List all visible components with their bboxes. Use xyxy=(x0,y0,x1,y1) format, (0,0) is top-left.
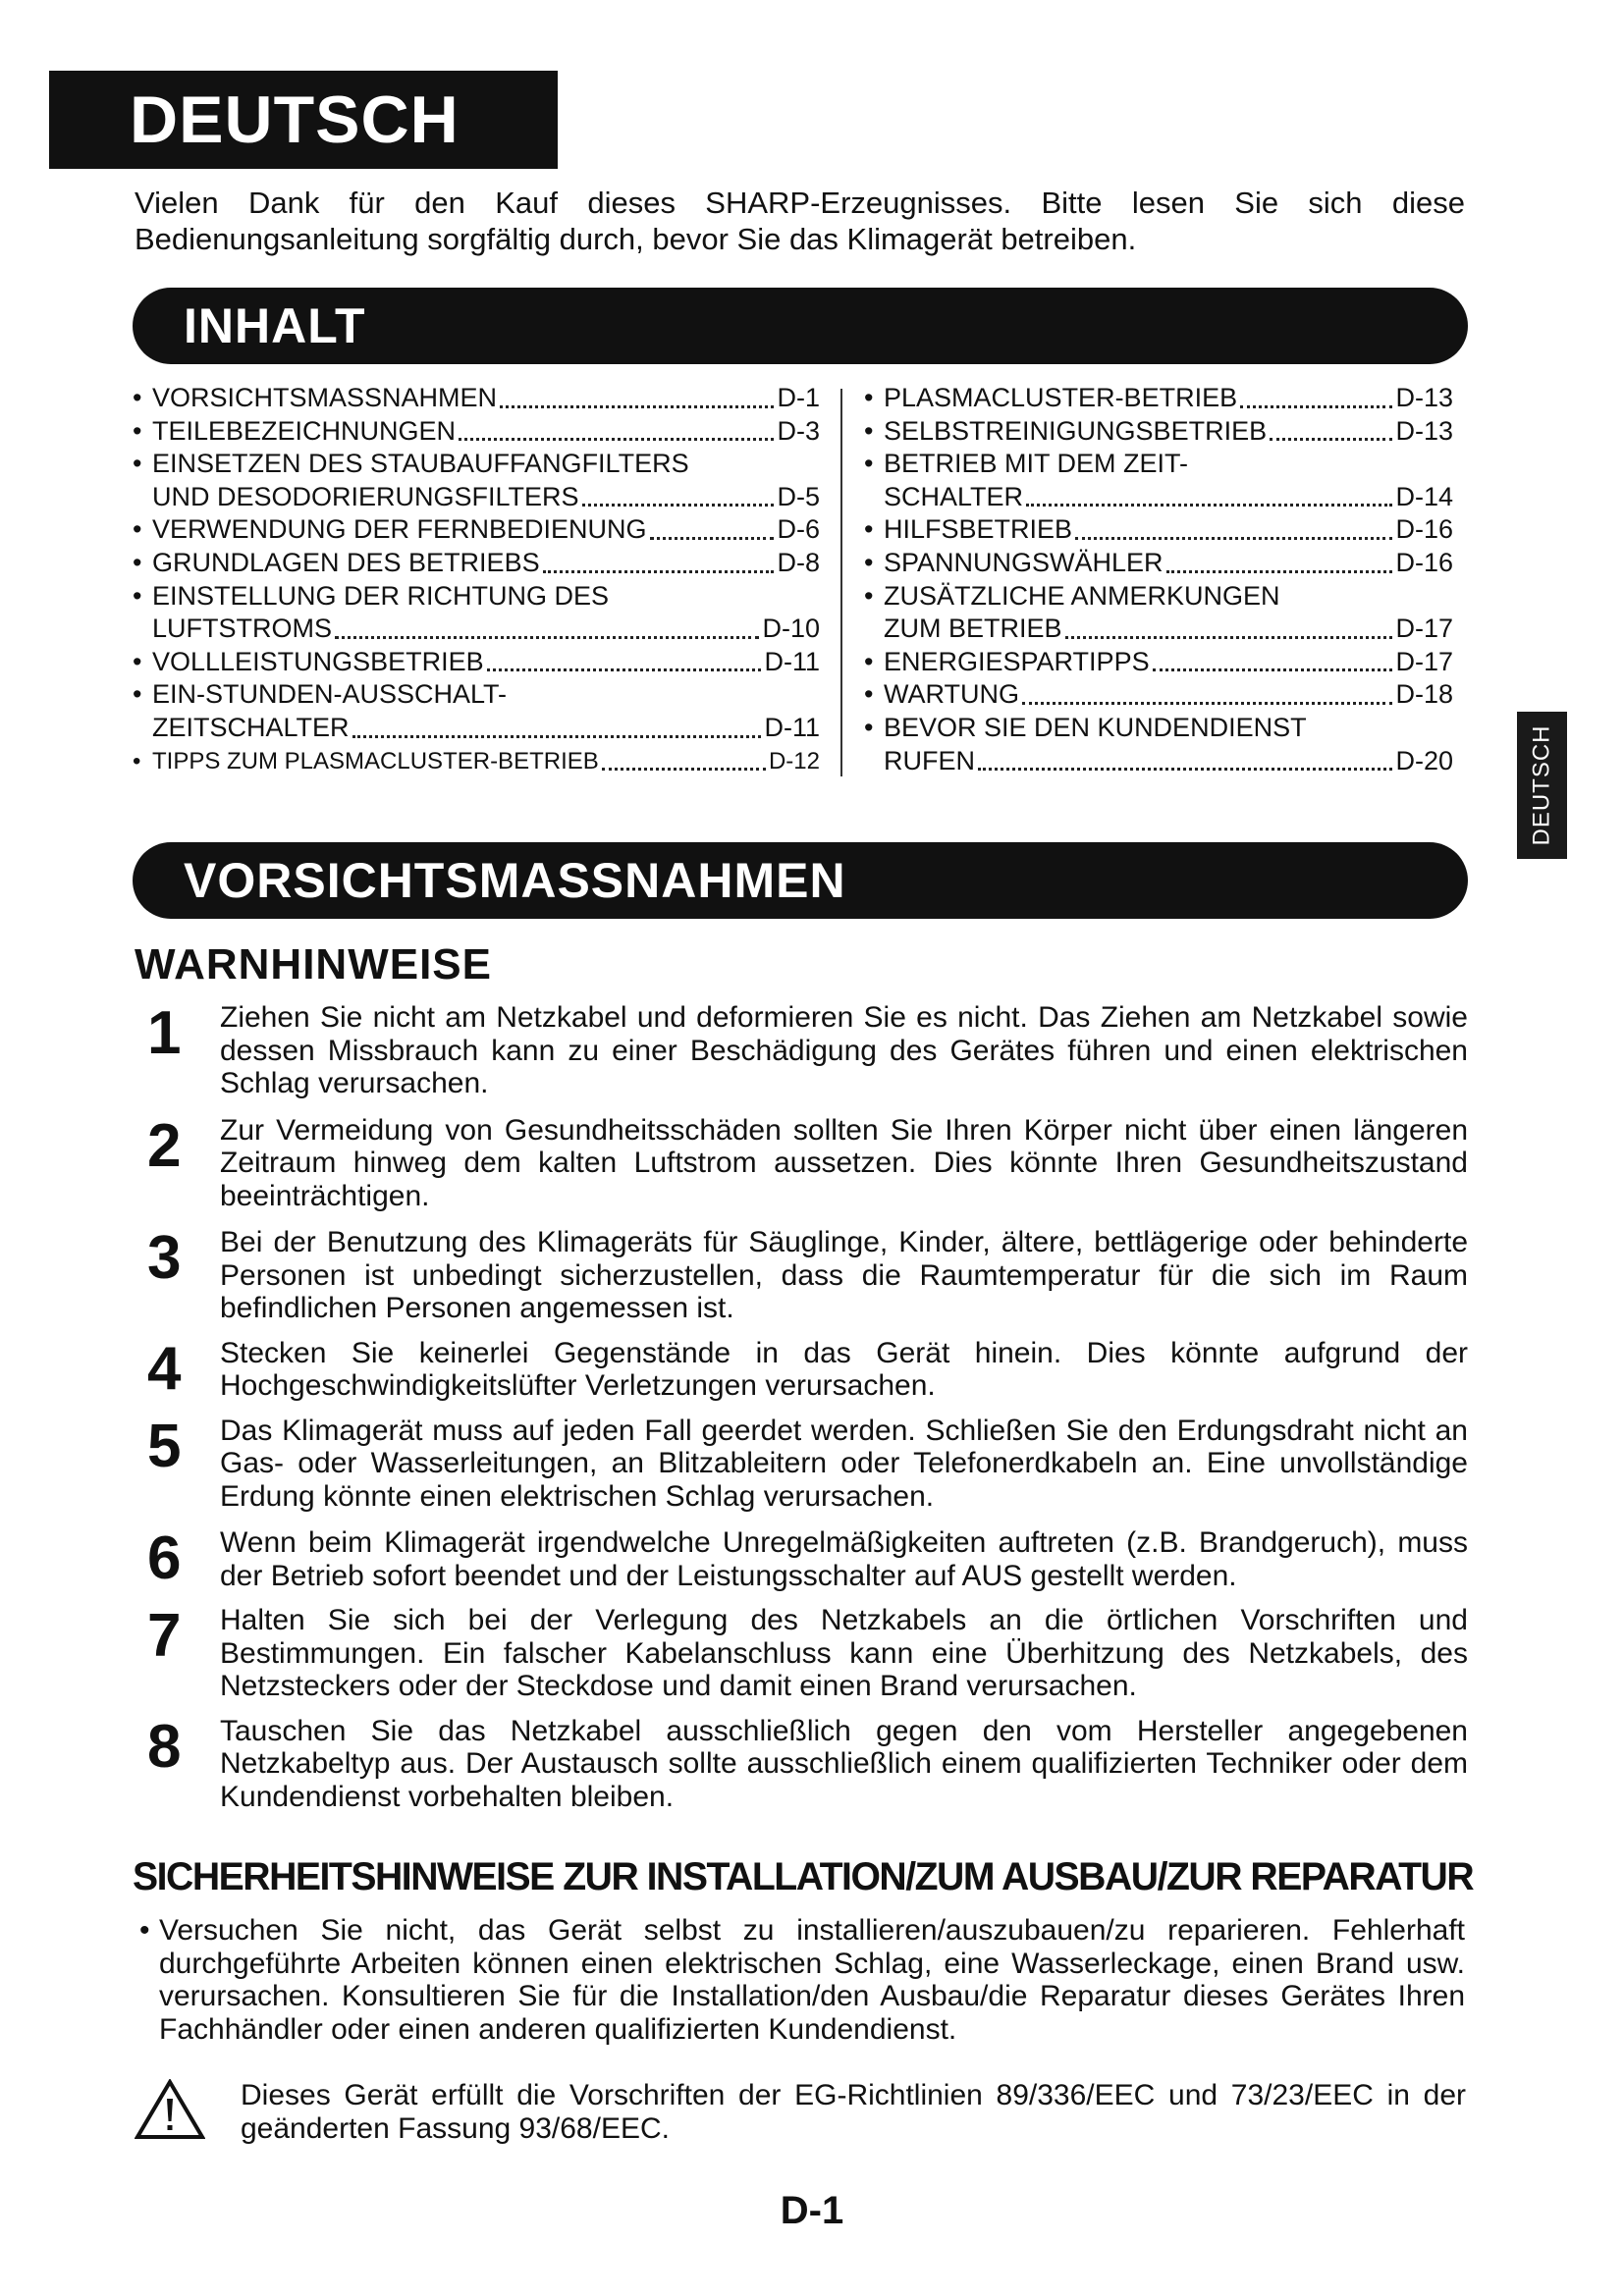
contents-title: INHALT xyxy=(184,298,366,353)
toc-leader-dots xyxy=(978,768,1392,771)
install-safety-paragraph: Versuchen Sie nicht, das Gerät selbst zu installieren/auszubauen/zu reparieren. Fehlerhaft durchgeführte Arbeiten können einen elektrischen Schlag, eine Wasserleckage, einen Brand usw. verursachen. Konsultieren Sie für die Installation/den Ausbau/die Reparatur dieses Gerätes Ihren Fachhändler oder einen anderen qualifizierten Kundendienst. xyxy=(159,1914,1465,2046)
warning-number: 7 xyxy=(147,1602,182,1670)
precautions-heading-bar xyxy=(133,842,1468,919)
toc-item xyxy=(864,712,1453,777)
toc-right-column xyxy=(864,382,1453,777)
toc-item xyxy=(133,513,820,547)
toc-leader-dots xyxy=(1065,636,1393,639)
toc-leader-dots xyxy=(1166,570,1393,573)
toc-item-title: RUFEN xyxy=(884,745,975,775)
page-number: D-1 xyxy=(780,2189,844,2232)
toc-item-page: D-16 xyxy=(1395,514,1453,545)
toc-item-title: EIN-STUNDEN-AUSSCHALT- xyxy=(152,679,508,710)
toc-item-title: WARTUNG xyxy=(884,679,1019,710)
toc-item xyxy=(864,382,1453,415)
warning-text: Bei der Benutzung des Klimageräts für Säuglinge, Kinder, ältere, bettlägerige oder behinderte Personen ist unbedingt sicherzustellen, dass die Raumtemperatur für die sich im Raum befindlichen Personen angemessen ist. xyxy=(220,1226,1468,1324)
warning-text: Zur Vermeidung von Gesundheitsschäden sollten Sie Ihren Körper nicht über einen längeren Zeitraum hinweg dem kalten Luftstrom aussetzen. Dies könnte Ihren Gesundheitszustand beeinträchtigen. xyxy=(220,1113,1468,1212)
warnings-list xyxy=(147,1001,1468,1813)
install-safety-text xyxy=(139,1914,1465,2046)
toc-item-page: D-17 xyxy=(1395,614,1453,644)
toc-leader-dots xyxy=(602,768,766,771)
toc-item-title: UND DESODORIERUNGSFILTERS xyxy=(152,481,579,511)
toc-item xyxy=(133,646,820,679)
toc-item-page: D-3 xyxy=(777,415,820,446)
toc-item-title: LUFTSTROMS xyxy=(152,614,333,644)
toc-leader-dots xyxy=(1026,504,1392,507)
toc-leader-dots xyxy=(543,570,775,573)
warning-text: Ziehen Sie nicht am Netzkabel und deformieren Sie es nicht. Das Ziehen am Netzkabel sowie dessen Missbrauch kann zu einer Beschädigung des Gerätes führen und einen elektrischen Schlag verursachen. xyxy=(220,1001,1468,1099)
toc-item-page: D-12 xyxy=(768,747,820,774)
warning-item xyxy=(147,1111,1468,1213)
bullet: • xyxy=(864,415,874,446)
warning-item xyxy=(147,1712,1468,1814)
toc-item-page: D-13 xyxy=(1395,415,1453,446)
bullet: • xyxy=(133,415,142,446)
toc-left-column xyxy=(133,382,820,777)
toc-leader-dots xyxy=(459,438,774,441)
bullet: • xyxy=(864,383,874,412)
warning-triangle-icon xyxy=(135,2079,205,2140)
warning-item xyxy=(147,1001,1468,1100)
toc-item-page: D-1 xyxy=(777,383,820,412)
bullet: • xyxy=(133,383,142,412)
toc-item-page: D-20 xyxy=(1395,745,1453,775)
toc-leader-dots xyxy=(582,504,775,507)
toc-item-title: HILFSBETRIEB xyxy=(884,514,1073,545)
bullet: • xyxy=(133,449,142,479)
bullet: • xyxy=(864,646,874,676)
warning-number: 3 xyxy=(147,1224,182,1292)
toc-item-title: PLASMACLUSTER-BETRIEB xyxy=(884,383,1238,412)
toc-leader-dots xyxy=(1153,668,1393,671)
warning-text: Tauschen Sie das Netzkabel ausschließlich gegen den vom Hersteller angegebenen Netzkabeltyp aus. Der Austausch sollte ausschließlich einem qualifizierten Techniker oder dem Kundendienst vorbehalten bleiben. xyxy=(220,1714,1468,1813)
toc-item-page: D-6 xyxy=(777,514,820,545)
warning-number: 1 xyxy=(147,999,182,1067)
toc-item xyxy=(864,513,1453,547)
toc-item xyxy=(864,580,1453,646)
toc-item-title: VERWENDUNG DER FERNBEDIENUNG xyxy=(152,514,647,545)
toc-leader-dots xyxy=(650,537,775,540)
toc-leader-dots xyxy=(487,668,762,671)
toc-item xyxy=(133,678,820,744)
bullet: • xyxy=(139,1914,150,1947)
bullet: • xyxy=(133,514,142,545)
bullet: • xyxy=(864,679,874,710)
warning-text: Das Klimagerät muss auf jeden Fall geerdet werden. Schließen Sie den Erdungsdraht nicht an Gas- oder Wasserleitungen, an Blitzableitern oder Telefonerdkabeln an. Eine unvollständige Erdung könnte einen elektrischen Schlag verursachen. xyxy=(220,1414,1468,1513)
toc-item xyxy=(133,580,820,646)
toc-item xyxy=(864,646,1453,679)
toc-leader-dots xyxy=(500,405,774,408)
toc-item-title: SPANNUNGSWÄHLER xyxy=(884,547,1164,577)
toc-leader-dots xyxy=(1075,537,1392,540)
warning-number: 5 xyxy=(147,1412,182,1480)
intro-paragraph: Vielen Dank für den Kauf dieses SHARP-Erzeugnisses. Bitte lesen Sie sich diese Bedienungsanleitung sorgfältig durch, bevor Sie das Klimagerät betreiben. xyxy=(135,186,1465,256)
toc-item xyxy=(133,382,820,415)
toc-item xyxy=(133,448,820,513)
toc-item xyxy=(133,745,820,778)
toc-divider xyxy=(840,389,842,776)
toc-item-title: EINSTELLUNG DER RICHTUNG DES xyxy=(152,580,610,611)
toc-item-title: GRUNDLAGEN DES BETRIEBS xyxy=(152,547,540,577)
toc-leader-dots xyxy=(1022,702,1392,705)
toc-item-page: D-10 xyxy=(762,614,820,644)
bullet: • xyxy=(133,747,141,774)
toc-item-title: ZUM BETRIEB xyxy=(884,614,1062,644)
contents-heading-bar xyxy=(133,288,1468,364)
toc-item-title: BETRIEB MIT DEM ZEIT- xyxy=(884,449,1189,479)
warning-item xyxy=(147,1604,1468,1703)
toc-item-title: VORSICHTSMASSNAHMEN xyxy=(152,383,498,412)
warning-number: 8 xyxy=(147,1712,182,1781)
toc-item-title: BEVOR SIE DEN KUNDENDIENST xyxy=(884,712,1307,742)
toc-item-title: ENERGIESPARTIPPS xyxy=(884,646,1150,676)
side-tab-label: DEUTSCH xyxy=(1528,724,1555,846)
toc-item-page: D-18 xyxy=(1395,679,1453,710)
toc-item-page: D-17 xyxy=(1395,646,1453,676)
toc-item-page: D-11 xyxy=(764,646,820,676)
toc-leader-dots xyxy=(1240,405,1392,408)
toc-item-title: TEILEBEZEICHNUNGEN xyxy=(152,415,457,446)
toc-item xyxy=(864,678,1453,712)
warning-number: 2 xyxy=(147,1111,182,1180)
bullet: • xyxy=(133,580,142,611)
toc-item-title: ZUSÄTZLICHE ANMERKUNGEN xyxy=(884,580,1280,611)
toc-leader-dots xyxy=(1270,438,1392,441)
precautions-title: VORSICHTSMASSNAHMEN xyxy=(184,853,846,908)
toc-item-page: D-11 xyxy=(764,712,820,742)
bullet: • xyxy=(864,580,874,611)
bullet: • xyxy=(864,449,874,479)
warning-item xyxy=(147,1334,1468,1403)
bullet: • xyxy=(133,646,142,676)
toc-item xyxy=(864,547,1453,580)
warning-text: Wenn beim Klimagerät irgendwelche Unregelmäßigkeiten auftreten (z.B. Brandgeruch), muss der Betrieb sofort beendet und der Leistungsschalter auf AUS gestellt werden. xyxy=(220,1526,1468,1592)
toc-item-title: SCHALTER xyxy=(884,481,1024,511)
toc-item-page: D-8 xyxy=(777,547,820,577)
eg-compliance-notice: Dieses Gerät erfüllt die Vorschriften der EG-Richtlinien 89/336/EEC und 73/23/EEC in der geänderten Fassung 93/68/EEC. xyxy=(241,2079,1466,2145)
toc-item-title: TIPPS ZUM PLASMACLUSTER-BETRIEB xyxy=(152,747,599,774)
toc-item xyxy=(133,415,820,449)
warning-item xyxy=(147,1412,1468,1514)
toc-item-title: EINSETZEN DES STAUBAUFFANGFILTERS xyxy=(152,449,689,479)
language-banner xyxy=(49,71,558,169)
bullet: • xyxy=(864,712,874,742)
toc-item-page: D-5 xyxy=(777,481,820,511)
bullet: • xyxy=(864,547,874,577)
warning-item xyxy=(147,1526,1468,1592)
warning-item xyxy=(147,1226,1468,1325)
warning-text: Stecken Sie keinerlei Gegenstände in das Gerät hinein. Dies könnte aufgrund der Hochgeschwindigkeitslüfter Verletzungen verursachen. xyxy=(220,1336,1468,1402)
warnings-heading: WARNHINWEISE xyxy=(135,940,492,988)
language-side-tab xyxy=(1517,712,1567,859)
install-safety-heading: SICHERHEITSHINWEISE ZUR INSTALLATION/ZUM AUSBAU/ZUR REPARATUR xyxy=(133,1855,1474,1898)
toc-item xyxy=(864,415,1453,449)
warning-number: 4 xyxy=(147,1334,182,1403)
toc-leader-dots xyxy=(352,735,762,738)
bullet: • xyxy=(133,679,142,710)
bullet: • xyxy=(133,547,142,577)
language-label: DEUTSCH xyxy=(130,82,460,157)
toc-item-page: D-13 xyxy=(1395,383,1453,412)
warning-text: Halten Sie sich bei der Verlegung des Netzkabels an die örtlichen Vorschriften und Bestimmungen. Ein falscher Kabelanschluss kann eine Überhitzung des Netzkabels, des Netzsteckers oder der Steckdose und damit einen Brand verursachen. xyxy=(220,1604,1468,1702)
toc-item xyxy=(133,547,820,580)
toc-item-page: D-14 xyxy=(1395,481,1453,511)
warning-number: 6 xyxy=(147,1524,182,1592)
toc-leader-dots xyxy=(335,636,759,639)
toc-item xyxy=(864,448,1453,513)
toc-item-title: ZEITSCHALTER xyxy=(152,712,350,742)
bullet: • xyxy=(864,514,874,545)
toc-item-title: SELBSTREINIGUNGSBETRIEB xyxy=(884,415,1268,446)
toc-item-title: VOLLLEISTUNGSBETRIEB xyxy=(152,646,484,676)
toc-item-page: D-16 xyxy=(1395,547,1453,577)
